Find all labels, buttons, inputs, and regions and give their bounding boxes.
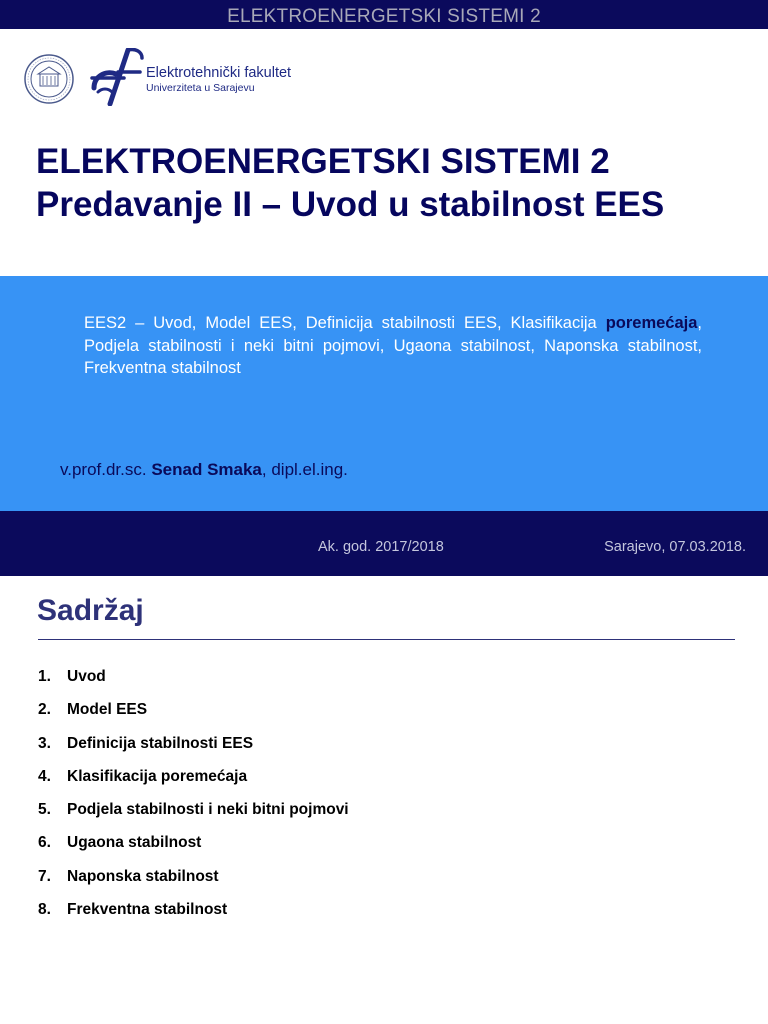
author-name: Senad Smaka	[151, 460, 262, 479]
item-number: 3.	[38, 734, 51, 752]
top-banner	[0, 0, 768, 29]
item-label: Podjela stabilnosti i neki bitni pojmovi	[67, 801, 349, 819]
author-line	[60, 460, 348, 480]
item-number: 1.	[38, 668, 51, 685]
author-prefix: v.prof.dr.sc.	[60, 460, 152, 479]
item-label: Frekventna stabilnost	[67, 901, 228, 919]
etf-logo-icon	[88, 48, 144, 106]
item-label: Uvod	[67, 668, 106, 685]
item-number: 7.	[38, 867, 51, 885]
heading-divider	[38, 639, 735, 640]
topics-part-2: , Podjela stabilnosti i neki bitni pojmovi, Ugaona stabilnost, Naponska stabilnost, Frekventna stabilnost	[84, 314, 702, 377]
list-item	[38, 668, 349, 701]
item-label: Klasifikacija poremećaja	[67, 767, 248, 785]
list-item	[38, 768, 349, 801]
place-date: Sarajevo, 07.03.2018.	[604, 539, 746, 555]
contents-heading: Sadržaj	[37, 594, 144, 627]
list-item	[38, 868, 349, 901]
academic-year: Ak. god. 2017/2018	[318, 539, 444, 555]
list-item	[38, 801, 349, 834]
item-number: 2.	[38, 701, 51, 719]
title-line-1: ELEKTROENERGETSKI SISTEMI 2	[36, 142, 610, 181]
item-number: 6.	[38, 834, 51, 852]
item-label: Definicija stabilnosti EES	[67, 734, 254, 752]
author-suffix: , dipl.el.ing.	[261, 460, 348, 479]
item-number: 4.	[38, 767, 51, 785]
list-item	[38, 901, 349, 934]
item-label: Naponska stabilnost	[67, 867, 219, 885]
topics-text	[84, 312, 702, 380]
item-number: 8.	[38, 901, 51, 919]
contents-list	[38, 668, 349, 934]
list-item	[38, 735, 349, 768]
banner-title: ELEKTROENERGETSKI SISTEMI 2	[227, 6, 541, 27]
university-name: Univerziteta u Sarajevu	[146, 82, 255, 94]
topics-part-1: EES2 – Uvod, Model EES, Definicija stabilnosti EES, Klasifikacija	[84, 314, 606, 332]
university-seal-icon	[24, 54, 74, 104]
title-line-2: Predavanje II – Uvod u stabilnost EES	[36, 185, 665, 224]
item-number: 5.	[38, 801, 51, 819]
logo-area	[24, 48, 324, 110]
item-label: Ugaona stabilnost	[67, 834, 202, 852]
list-item	[38, 834, 349, 867]
item-label: Model EES	[67, 701, 148, 719]
topics-highlight: poremećaja	[605, 314, 698, 332]
list-item	[38, 701, 349, 734]
slide-title	[36, 140, 756, 226]
faculty-name: Elektrotehnički fakultet	[146, 65, 292, 81]
